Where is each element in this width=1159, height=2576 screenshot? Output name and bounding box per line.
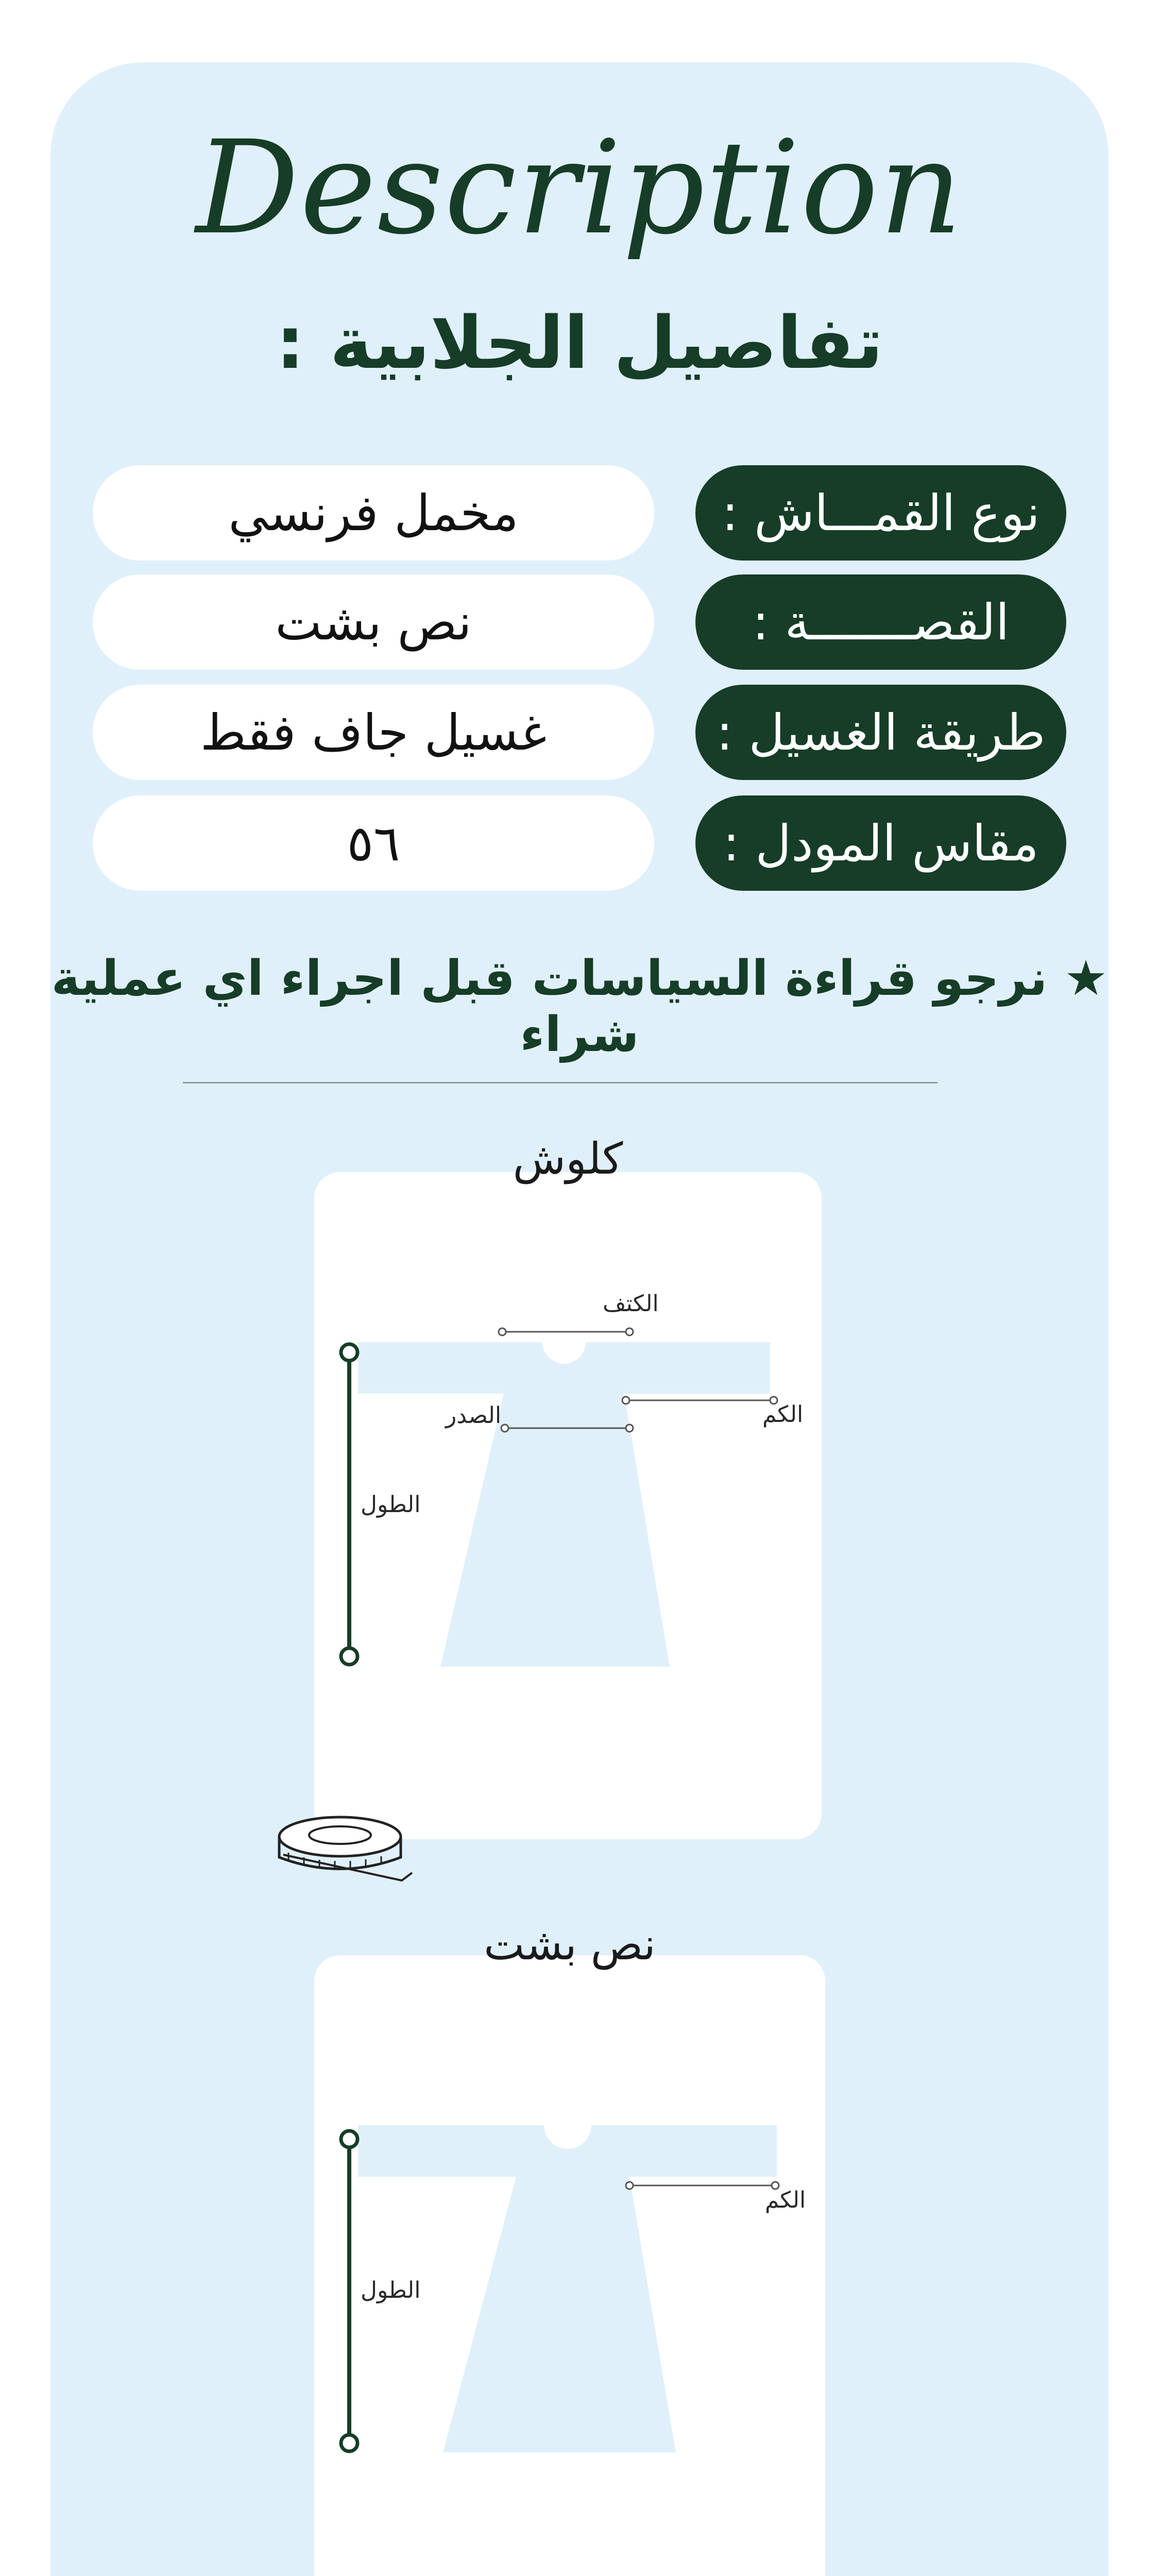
label-shoulder: الكتف: [603, 1291, 659, 1317]
fabric-value: مخمل فرنسي: [93, 465, 654, 561]
label-length: الطول: [361, 1492, 421, 1518]
page-subtitle: تفاصيل الجلابية :: [276, 301, 883, 385]
model-size-label: مقاس المودل :: [695, 795, 1066, 891]
cut-value: نص بشت: [93, 574, 654, 670]
label-length-2: الطول: [361, 2277, 421, 2303]
washing-label: طريقة الغسيل :: [695, 685, 1066, 780]
cut-label: القصـــــــة :: [695, 574, 1066, 670]
washing-value: غسيل جاف فقط: [93, 685, 654, 780]
policy-note: ★ نرجو قراءة السياسات قبل اجراء اي عملية شراء: [51, 951, 1108, 1063]
diagram-title-klosh: كلوش: [513, 1133, 623, 1184]
page-title: Description: [195, 113, 964, 263]
fabric-label: نوع القمـــاش :: [695, 465, 1066, 561]
label-sleeve-2: الكم: [765, 2187, 806, 2213]
diagram-title-nus-bisht: نص بشت: [484, 1919, 656, 1970]
label-sleeve: الكم: [762, 1401, 804, 1428]
label-chest: الصدر: [446, 1402, 502, 1429]
model-size-value: ٥٦: [93, 795, 654, 891]
